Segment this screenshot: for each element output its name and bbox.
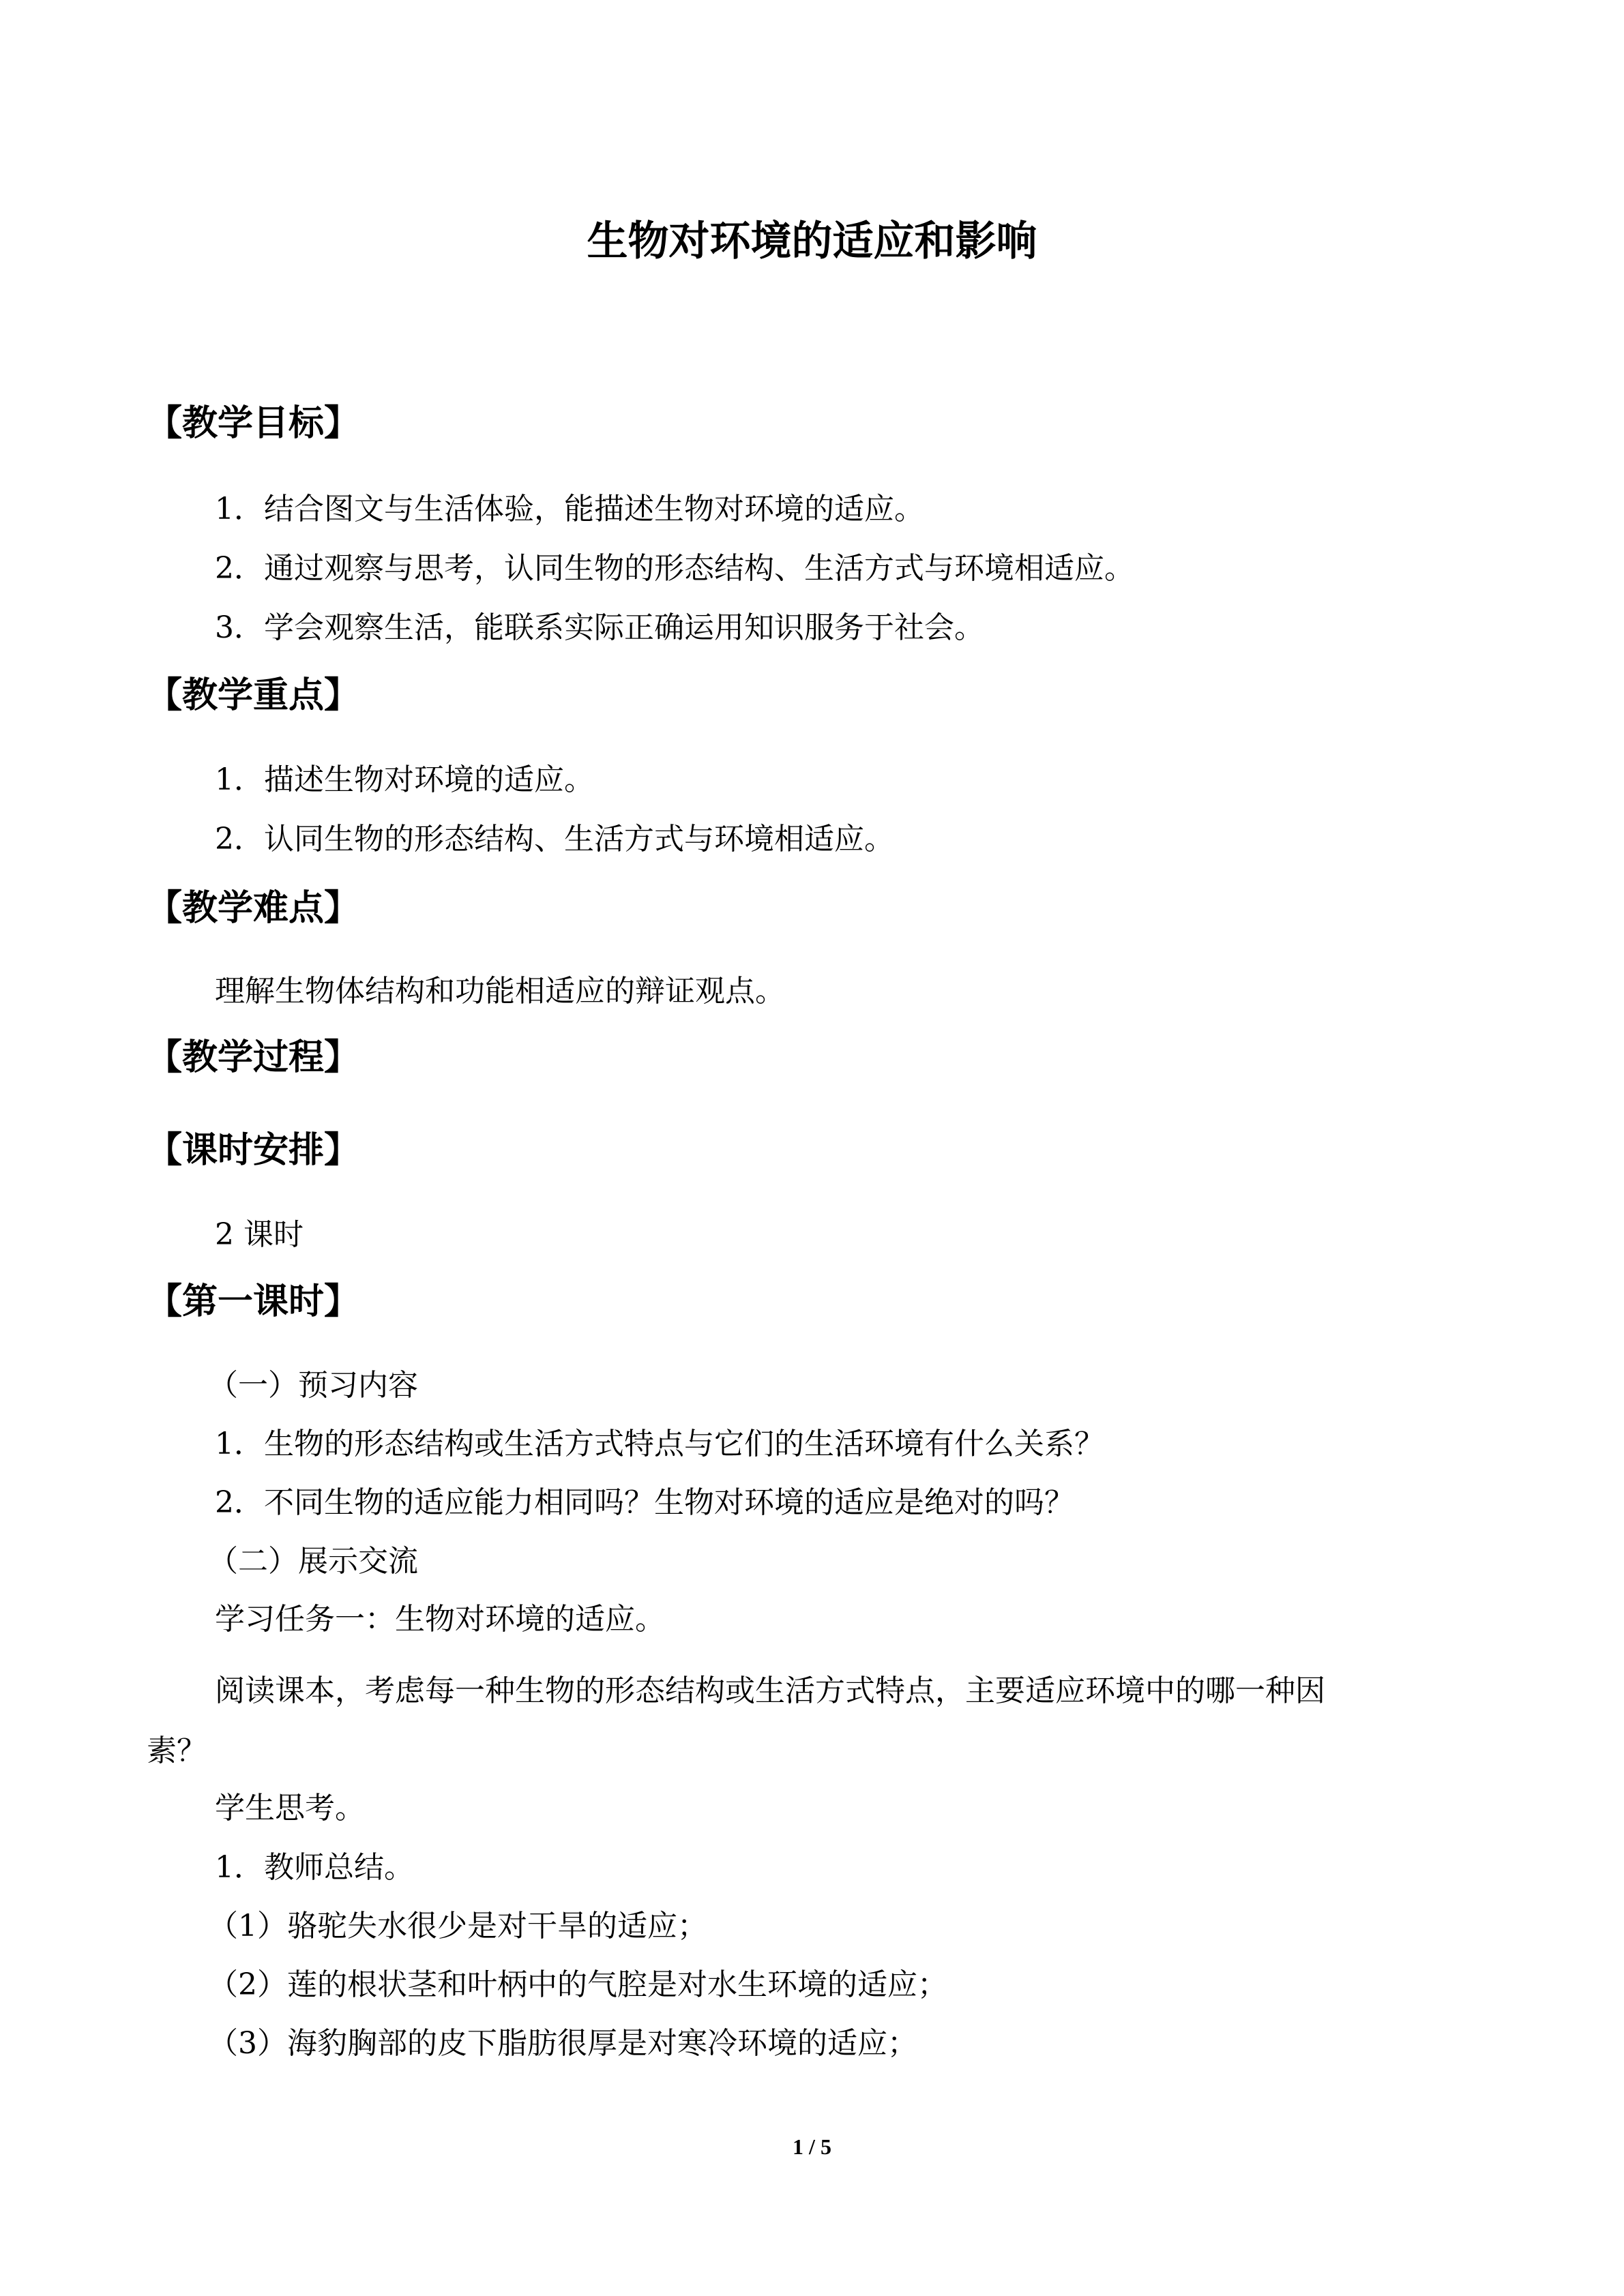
section-heading-key-points: 【教学重点】 [147,675,360,716]
summary-text: 1．教师总结。 [215,1850,414,1885]
example-item: （1）骆驼失水很少是对干旱的适应； [208,1909,707,1943]
difficulty-text: 理解生物体结构和功能相适应的辩证观点。 [215,974,785,1009]
reading-text: 阅读课本，考虑每一种生物的形态结构或生活方式特点，主要适应环境中的哪一种因 [215,1673,1325,1708]
task-text: 学习任务一：生物对环境的适应。 [215,1602,665,1637]
student-text: 学生思考。 [215,1791,365,1825]
key-point-item: 2．认同生物的形态结构、生活方式与环境相适应。 [215,822,894,856]
key-point-item: 1．描述生物对环境的适应。 [215,762,594,797]
section-heading-objectives: 【教学目标】 [147,403,360,444]
reading-text-continued: 素？ [147,1733,207,1768]
objective-item: 3．学会观察生活，能联系实际正确运用知识服务于社会。 [215,610,984,645]
section-heading-difficulties: 【教学难点】 [147,888,360,929]
objective-item: 2．通过观察与思考，认同生物的形态结构、生活方式与环境相适应。 [215,551,1134,586]
document-title: 生物对环境的适应和影响 [587,218,1037,265]
exchange-label: （二）展示交流 [208,1544,418,1579]
section-heading-schedule: 【课时安排】 [147,1130,360,1171]
preview-label: （一）预习内容 [208,1368,418,1403]
preview-item: 2．不同生物的适应能力相同吗？生物对环境的适应是绝对的吗？ [215,1485,1074,1520]
objective-item: 1．结合图文与生活体验，能描述生物对环境的适应。 [215,492,924,526]
schedule-text: 2 课时 [215,1217,304,1252]
example-item: （2）莲的根状茎和叶柄中的气腔是对水生环境的适应； [208,1967,947,2002]
preview-item: 1．生物的形态结构或生活方式特点与它们的生活环境有什么关系？ [215,1427,1104,1461]
section-heading-first-lesson: 【第一课时】 [147,1281,360,1322]
example-item: （3）海豹胸部的皮下脂肪很厚是对寒冷环境的适应； [208,2026,917,2061]
page-number: 1 / 5 [793,2134,831,2159]
section-heading-process: 【教学过程】 [147,1037,360,1078]
